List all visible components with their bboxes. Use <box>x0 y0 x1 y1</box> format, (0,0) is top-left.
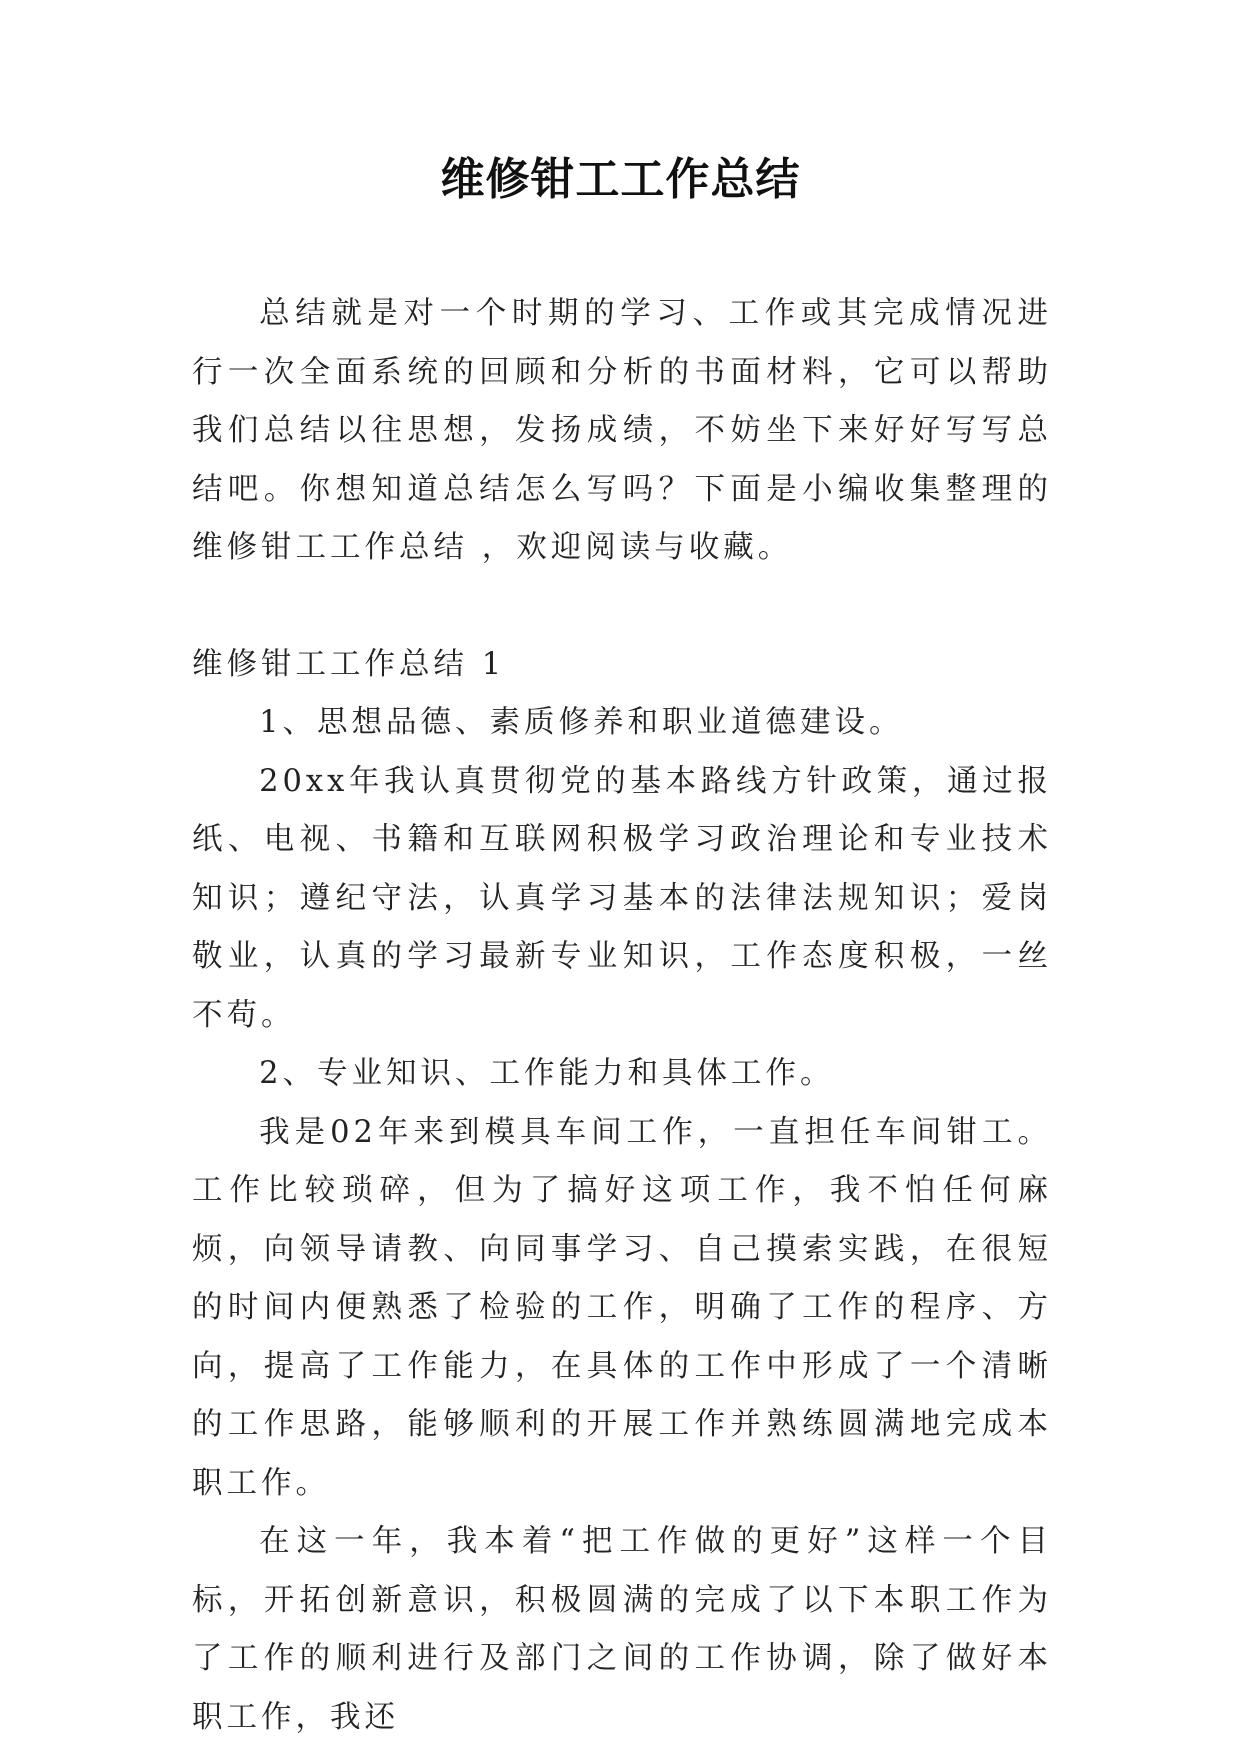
intro-paragraph: 总结就是对一个时期的学习、工作或其完成情况进行一次全面系统的回顾和分析的书面材料，它可以帮助我们总结以往思想，发扬成绩，不妨坐下来好好写写总结吧。你想知道总结怎么写吗？下面是小编收集整理的维修钳工工作总结 ，欢迎阅读与收藏。 <box>192 296 1052 565</box>
section-heading: 维修钳工工作总结 1 <box>192 646 506 682</box>
document-body <box>192 285 1052 1747</box>
body-paragraph: 1、思想品德、素质修养和职业道德建设。 <box>259 705 904 740</box>
document-title: 维修钳工工作总结 <box>440 154 801 205</box>
body-paragraph: 2、专业知识、工作能力和具体工作。 <box>259 1056 835 1091</box>
body-paragraph: 20xx年我认真贯彻党的基本路线方针政策，通过报纸、电视、书籍和互联网积极学习政治理论和专业技术知识；遵纪守法，认真学习基本的法律法规知识；爱岗敬业，认真的学习最新专业知识，工作态度积极，一丝不苟。 <box>192 763 1052 1033</box>
body-paragraph: 在这一年，我本着“把工作做的更好”这样一个目标，开拓创新意识，积极圆满的完成了以下本职工作为了工作的顺利进行及部门之间的工作协调，除了做好本职工作，我还 <box>192 1524 1052 1735</box>
body-paragraph: 我是02年来到模具车间工作，一直担任车间钳工。工作比较琐碎，但为了搞好这项工作，我不怕任何麻烦，向领导请教、向同事学习、自己摸索实践，在很短的时间内便熟悉了检验的工作，明确了工作的程序、方向，提高了工作能力，在具体的工作中形成了一个清晰的工作思路，能够顺利的开展工作并熟练圆满地完成本职工作。 <box>192 1114 1052 1501</box>
